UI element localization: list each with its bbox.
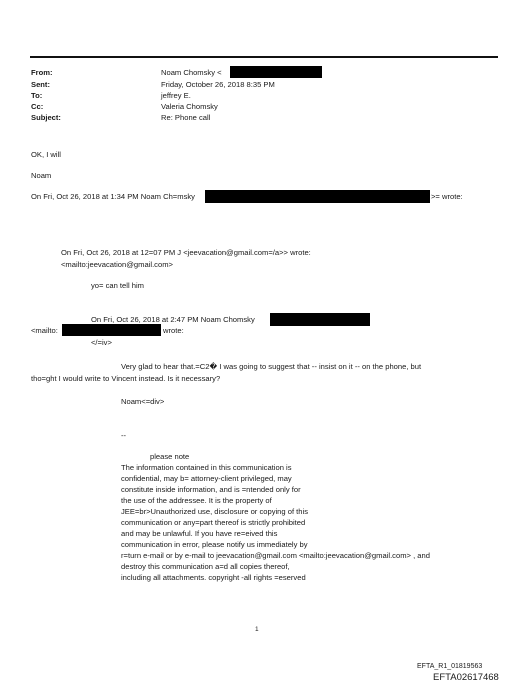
note-line: destroy this communication a=d all copies thereof, bbox=[121, 562, 290, 571]
to-label: To: bbox=[31, 91, 43, 100]
note-line: JEE=br>Unauthorized use, disclosure or copying of this bbox=[121, 507, 308, 516]
sent-label: Sent: bbox=[31, 80, 50, 89]
note-line: confidential, may b= attorney-client privileged, may bbox=[121, 474, 292, 483]
quote3-header: On Fri, Oct 26, 2018 at 2:47 PM Noam Chomsky bbox=[91, 315, 255, 324]
page-number: 1 bbox=[255, 626, 259, 633]
to-value: jeffrey E. bbox=[161, 91, 191, 100]
cc-value: Valeria Chomsky bbox=[161, 102, 218, 111]
note-line: and may be unlawful. If you have re=eived this bbox=[121, 529, 278, 538]
sent-value: Friday, October 26, 2018 8:35 PM bbox=[161, 80, 275, 89]
quote3-wrote: wrote: bbox=[163, 326, 184, 335]
body-line-2: Noam bbox=[31, 171, 52, 180]
subject-value: Re: Phone call bbox=[161, 113, 211, 122]
cc-label: Cc: bbox=[31, 102, 44, 111]
para1-line-1: Very glad to hear that.=C2� I was going to suggest that -- insist on it -- on the phone, but bbox=[121, 362, 422, 371]
para1-line-2: tho=ght I would write to Vincent instead. Is it necessary? bbox=[31, 374, 221, 383]
quote2-mailto: <mailto:jeevacation@gmail.com> bbox=[61, 260, 173, 269]
quote1-wrote: >= wrote: bbox=[431, 192, 463, 201]
quote3-div: </=iv> bbox=[91, 338, 112, 347]
note-line: the use of the addressee. It is the property of bbox=[121, 496, 272, 505]
from-label: From: bbox=[31, 68, 53, 77]
redaction-box bbox=[205, 190, 430, 203]
quote2-body: yo= can tell him bbox=[91, 281, 144, 290]
redaction-box bbox=[230, 66, 322, 78]
from-value: Noam Chomsky < bbox=[161, 68, 222, 77]
note-line: r=turn e-mail or by e-mail to jeevacation@gmail.com <mailto:jeevacation@gmail.com> , and bbox=[121, 551, 430, 560]
subject-label: Subject: bbox=[31, 113, 61, 122]
note-line: communication or any=part thereof is strictly prohibited bbox=[121, 518, 306, 527]
note-line: constitute inside information, and is =ntended only for bbox=[121, 485, 301, 494]
note-title: please note bbox=[150, 452, 190, 461]
header-rule bbox=[30, 56, 498, 58]
redaction-box bbox=[62, 324, 161, 336]
footer-id-1: EFTA_R1_01819563 bbox=[417, 663, 483, 670]
note-line: including all attachments. copyright -all rights =eserved bbox=[121, 573, 306, 582]
signature: Noam<=div> bbox=[121, 397, 165, 406]
note-line: communication in error, please notify us immediately by bbox=[121, 540, 308, 549]
footer-id-2: EFTA02617468 bbox=[433, 672, 499, 683]
quote1-header: On Fri, Oct 26, 2018 at 1:34 PM Noam Ch=msky bbox=[31, 192, 195, 201]
signature-dashes: -- bbox=[121, 431, 127, 440]
body-line-1: OK, I will bbox=[31, 150, 61, 159]
quote2-header: On Fri, Oct 26, 2018 at 12=07 PM J <jeevacation@gmail.com=/a>> wrote: bbox=[61, 248, 311, 257]
quote3-mailto: <mailto: bbox=[31, 326, 58, 335]
redaction-box bbox=[270, 313, 370, 326]
note-line: The information contained in this communication is bbox=[121, 463, 292, 472]
